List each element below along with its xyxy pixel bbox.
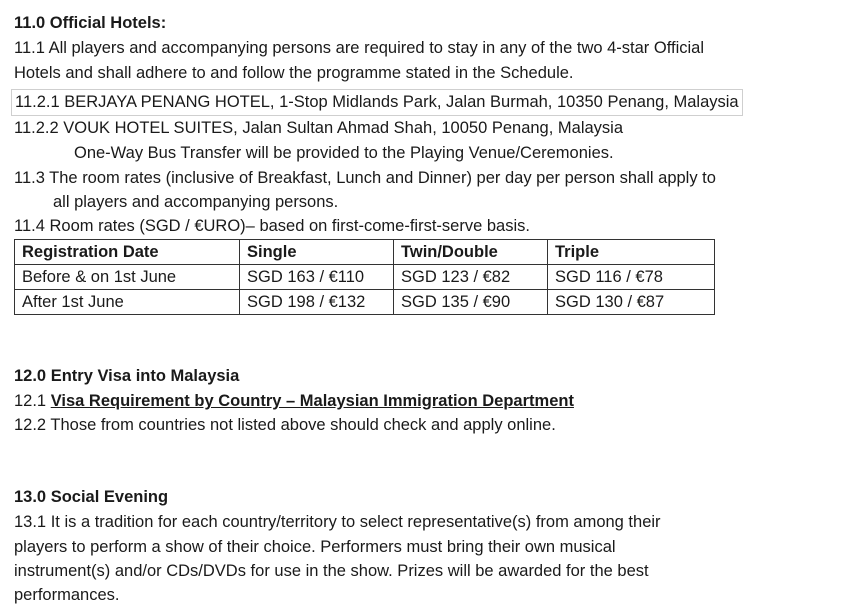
room-rates-table xyxy=(14,239,715,315)
hotel-berjaya: 11.2.1 BERJAYA PENANG HOTEL, 1-Stop Midlands Park, Jalan Burmah, 10350 Penang, Malaysia xyxy=(11,89,743,116)
section-13-heading: 13.0 Social Evening xyxy=(14,488,169,506)
visa-requirement-link[interactable]: Visa Requirement by Country – Malaysian Immigration Department xyxy=(50,392,574,410)
table-cell: SGD 163 / €110 xyxy=(240,265,394,290)
table-header: Twin/Double xyxy=(394,240,548,265)
section-11-1-line-2: Hotels and shall adhere to and follow the programme stated in the Schedule. xyxy=(14,64,574,82)
section-12-heading: 12.0 Entry Visa into Malaysia xyxy=(14,367,240,385)
section-12-1-prefix: 12.1 xyxy=(14,392,51,410)
hotel-vouk: 11.2.2 VOUK HOTEL SUITES, Jalan Sultan Ahmad Shah, 10050 Penang, Malaysia xyxy=(14,119,624,137)
section-11-heading: 11.0 Official Hotels: xyxy=(14,14,167,32)
table-header: Triple xyxy=(548,240,715,265)
section-11-1-line-1: 11.1 All players and accompanying persons are required to stay in any of the two 4-star Official xyxy=(14,39,705,57)
section-13-1-line-4: performances. xyxy=(14,586,120,604)
table-cell: SGD 116 / €78 xyxy=(548,265,715,290)
section-11-3-line-2: all players and accompanying persons. xyxy=(53,193,339,211)
section-11-3-line-1: 11.3 The room rates (inclusive of Breakfast, Lunch and Dinner) per day per person shall apply to xyxy=(14,169,716,187)
table-row xyxy=(15,265,715,290)
section-13-1-line-2: players to perform a show of their choice. Performers must bring their own musical xyxy=(14,538,616,556)
table-header: Registration Date xyxy=(15,240,240,265)
table-cell: SGD 130 / €87 xyxy=(548,290,715,315)
table-cell: SGD 123 / €82 xyxy=(394,265,548,290)
table-cell: SGD 135 / €90 xyxy=(394,290,548,315)
section-12-2: 12.2 Those from countries not listed above should check and apply online. xyxy=(14,416,556,434)
section-13-1-line-3: instrument(s) and/or CDs/DVDs for use in the show. Prizes will be awarded for the best xyxy=(14,562,649,580)
table-cell: SGD 198 / €132 xyxy=(240,290,394,315)
section-12-1 xyxy=(14,389,574,414)
bus-transfer-note: One-Way Bus Transfer will be provided to the Playing Venue/Ceremonies. xyxy=(74,144,614,162)
section-11-4: 11.4 Room rates (SGD / €URO)– based on first-come-first-serve basis. xyxy=(14,217,530,235)
table-cell: After 1st June xyxy=(15,290,240,315)
table-header-row xyxy=(15,240,715,265)
table-header: Single xyxy=(240,240,394,265)
section-13-1-line-1: 13.1 It is a tradition for each country/territory to select representative(s) from among their xyxy=(14,513,661,531)
table-cell: Before & on 1st June xyxy=(15,265,240,290)
table-row xyxy=(15,290,715,315)
